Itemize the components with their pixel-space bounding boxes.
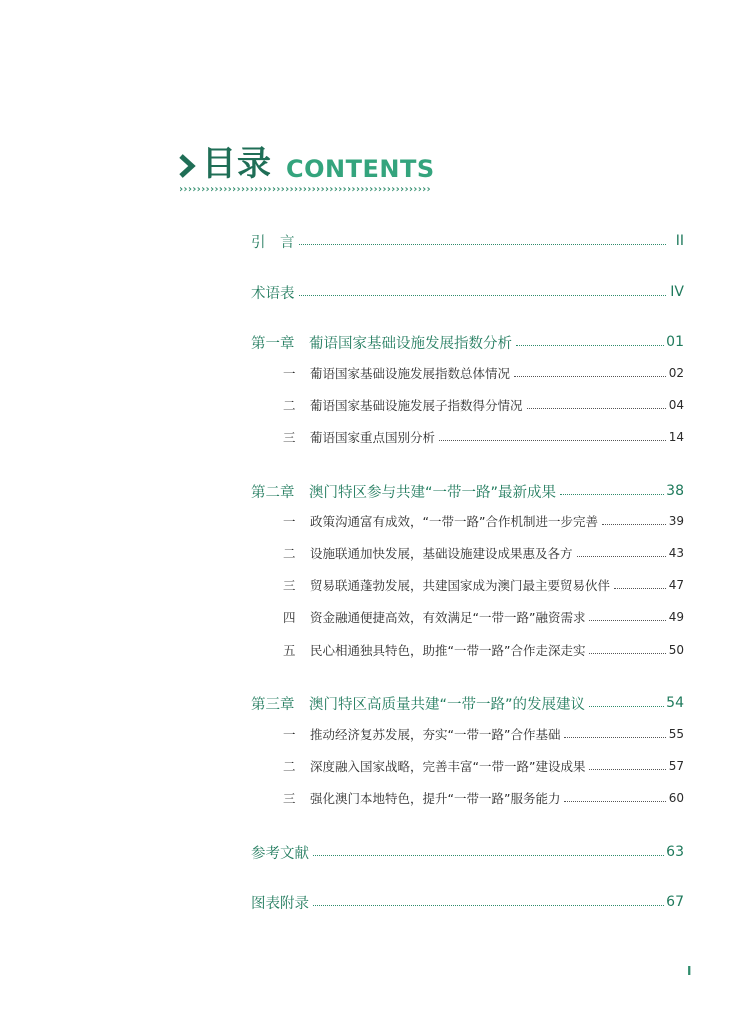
toc-entry-title: 强化澳门本地特色，提升“一带一路”服务能力 bbox=[310, 791, 561, 806]
toc-section-number: 二 bbox=[283, 398, 296, 413]
dot-leader bbox=[313, 893, 664, 906]
toc-page-number: 54 bbox=[666, 695, 684, 711]
toc-chapter-entry[interactable] bbox=[251, 331, 684, 353]
dot-leader bbox=[614, 576, 666, 589]
toc-section-entry[interactable] bbox=[283, 426, 684, 448]
toc-entry-title: 贸易联通蓬勃发展，共建国家成为澳门最主要贸易伙伴 bbox=[310, 578, 611, 593]
dot-leader bbox=[589, 694, 664, 707]
toc-entry-title: 第一章 葡语国家基础设施发展指数分析 bbox=[251, 335, 512, 352]
dot-leader bbox=[439, 428, 666, 441]
toc-entry-title: 第二章 澳门特区参与共建“一带一路”最新成果 bbox=[251, 484, 557, 501]
toc-entry-title: 深度融入国家战略，完善丰富“一带一路”建设成果 bbox=[310, 759, 586, 774]
arrow-divider: ››››››››››››››››››››››››››››››››››››››››››››››››››››››››› bbox=[178, 184, 430, 195]
toc-chapter-entry[interactable] bbox=[251, 281, 684, 303]
toc-section-number: 五 bbox=[283, 643, 296, 658]
dot-leader bbox=[516, 333, 664, 346]
toc-entry-title: 葡语国家基础设施发展子指数得分情况 bbox=[310, 398, 523, 413]
toc-section-entry[interactable] bbox=[283, 510, 684, 532]
toc-page-number: 01 bbox=[666, 334, 684, 350]
toc-page-number: 39 bbox=[668, 514, 684, 528]
toc-chapter-entry[interactable] bbox=[251, 891, 684, 913]
toc-page-number: 60 bbox=[668, 791, 684, 805]
toc-page-number: 57 bbox=[668, 759, 684, 773]
toc-page-number: 04 bbox=[668, 398, 684, 412]
toc-page-number: 43 bbox=[668, 546, 684, 560]
toc-entry-title: 葡语国家基础设施发展指数总体情况 bbox=[310, 366, 511, 381]
toc-page-number: 14 bbox=[668, 430, 684, 444]
dot-leader bbox=[313, 843, 664, 856]
toc-page-number: II bbox=[675, 233, 684, 249]
toc-entry-title: 术语表 bbox=[251, 285, 295, 302]
toc-section-number: 三 bbox=[283, 430, 296, 445]
page-title-en: CONTENTS bbox=[286, 155, 435, 183]
dot-leader bbox=[527, 396, 666, 409]
toc-entry-title: 推动经济复苏发展，夯实“一带一路”合作基础 bbox=[310, 727, 561, 742]
toc-page-number: 38 bbox=[666, 483, 684, 499]
toc-entry-title: 第三章 澳门特区高质量共建“一带一路”的发展建议 bbox=[251, 696, 586, 713]
toc-page-number: 47 bbox=[668, 578, 684, 592]
toc-section-number: 二 bbox=[283, 546, 296, 561]
toc-section-number: 三 bbox=[283, 578, 296, 593]
toc-entry-title: 资金融通便捷高效，有效满足“一带一路”融资需求 bbox=[310, 610, 586, 625]
toc-entry-title: 引 言 bbox=[251, 234, 295, 251]
toc-section-entry[interactable] bbox=[283, 787, 684, 809]
dot-leader bbox=[514, 364, 666, 377]
toc-section-number: 四 bbox=[283, 610, 296, 625]
toc-entry-title: 设施联通加快发展，基础设施建设成果惠及各方 bbox=[310, 546, 573, 561]
page-number: I bbox=[687, 964, 692, 978]
toc-entry-title: 图表附录 bbox=[251, 895, 309, 912]
toc-page-number: IV bbox=[670, 284, 684, 300]
toc-page-number: 02 bbox=[668, 366, 684, 380]
toc-page-number: 50 bbox=[668, 643, 684, 657]
dot-leader bbox=[589, 608, 666, 621]
toc-page-number: 55 bbox=[668, 727, 684, 741]
dot-leader bbox=[577, 544, 666, 557]
dot-leader bbox=[299, 283, 667, 296]
toc-page-number: 67 bbox=[666, 894, 684, 910]
toc-section-entry[interactable] bbox=[283, 394, 684, 416]
dot-leader bbox=[589, 641, 666, 654]
toc-section-entry[interactable] bbox=[283, 542, 684, 564]
toc-section-entry[interactable] bbox=[283, 639, 684, 661]
toc-entry-title: 政策沟通富有成效，“一带一路”合作机制进一步完善 bbox=[310, 514, 598, 529]
toc-entry-title: 葡语国家重点国别分析 bbox=[310, 430, 436, 445]
toc-section-number: 一 bbox=[283, 727, 296, 742]
toc-entry-title: 民心相通独具特色，助推“一带一路”合作走深走实 bbox=[310, 643, 586, 658]
toc-chapter-entry[interactable] bbox=[251, 230, 684, 252]
toc-section-number: 一 bbox=[283, 514, 296, 529]
toc-page-number: 63 bbox=[666, 844, 684, 860]
toc-chapter-entry[interactable] bbox=[251, 692, 684, 714]
toc-page-number: 49 bbox=[668, 610, 684, 624]
toc-chapter-entry[interactable] bbox=[251, 480, 684, 502]
toc-entry-title: 参考文献 bbox=[251, 845, 309, 862]
toc-section-entry[interactable] bbox=[283, 574, 684, 596]
dot-leader bbox=[299, 232, 667, 245]
dot-leader bbox=[564, 789, 666, 802]
toc-section-entry[interactable] bbox=[283, 362, 684, 384]
toc-section-number: 二 bbox=[283, 759, 296, 774]
toc-section-number: 三 bbox=[283, 791, 296, 806]
toc-section-entry[interactable] bbox=[283, 606, 684, 628]
dot-leader bbox=[602, 512, 666, 525]
toc-section-number: 一 bbox=[283, 366, 296, 381]
dot-leader bbox=[564, 725, 666, 738]
toc-section-entry[interactable] bbox=[283, 723, 684, 745]
page-title: 目录 bbox=[202, 144, 272, 184]
dot-leader bbox=[560, 482, 664, 495]
toc-chapter-entry[interactable] bbox=[251, 841, 684, 863]
dot-leader bbox=[589, 757, 666, 770]
toc-section-entry[interactable] bbox=[283, 755, 684, 777]
